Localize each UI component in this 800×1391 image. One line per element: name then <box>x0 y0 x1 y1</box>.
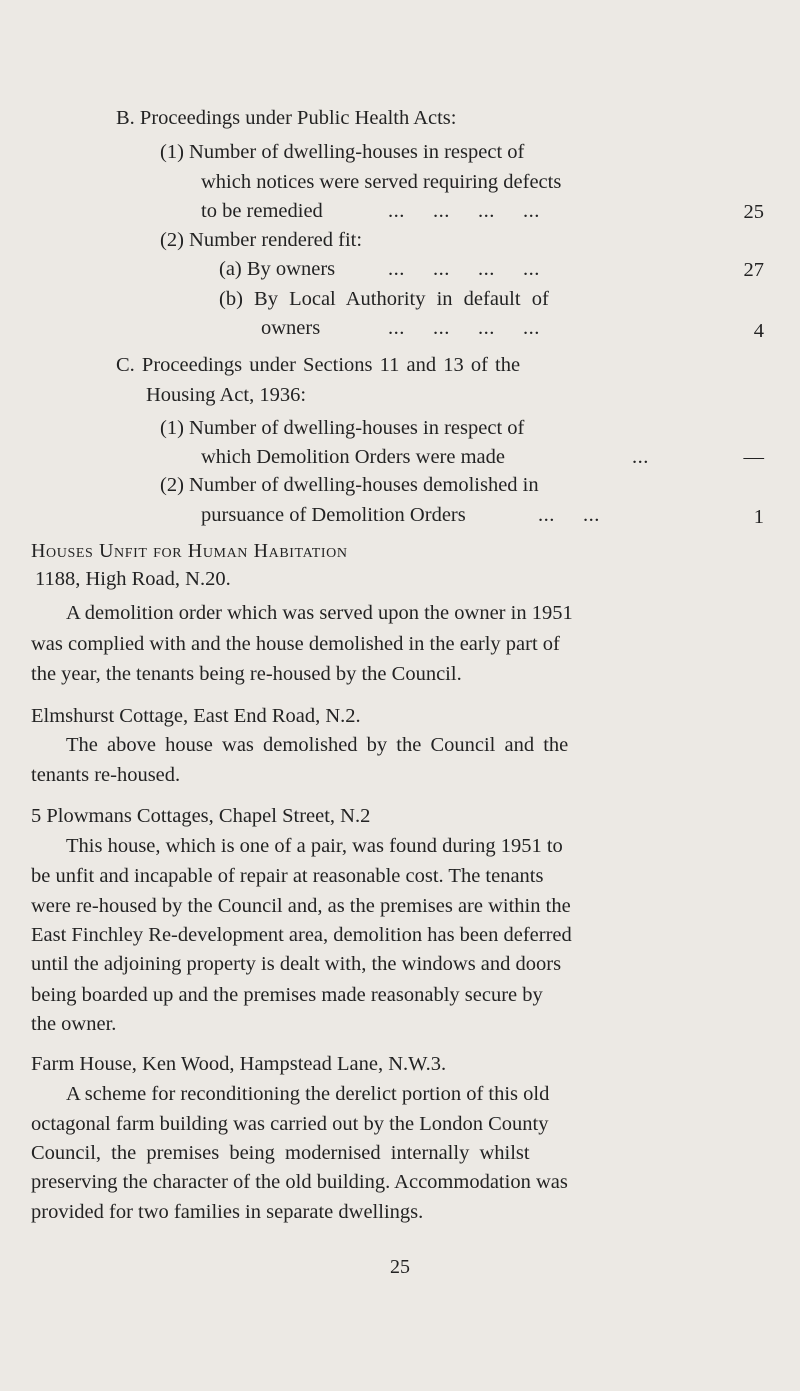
case-address: 1188, High Road, N.20. <box>35 568 231 590</box>
case-text-line: octagonal farm building was carried out by the London County <box>31 1113 549 1135</box>
section-b-item2b-value: 4 <box>753 320 764 342</box>
case-text-line: be unfit and incapable of repair at reasonable cost. The tenants <box>31 865 544 887</box>
case-text-line: A scheme for reconditioning the derelict portion of this old <box>66 1083 550 1105</box>
section-b-item1-value: 25 <box>743 201 764 223</box>
section-b-item2b-line: owners <box>261 317 321 339</box>
case-text-line: was complied with and the house demolished in the early part of <box>31 633 560 655</box>
case-address: Farm House, Ken Wood, Hampstead Lane, N.W.3. <box>31 1053 447 1075</box>
case-text-line: the owner. <box>31 1013 117 1035</box>
case-text-line: were re-housed by the Council and, as the premises are within the <box>31 895 571 917</box>
case-text-line: East Finchley Re-development area, demolition has been deferred <box>31 924 572 946</box>
leader-dots: ... <box>632 446 649 468</box>
case-text-line: provided for two families in separate dwellings. <box>31 1201 424 1223</box>
leader-dots: ... ... ... ... <box>388 200 540 222</box>
leader-dots: ... ... ... ... <box>388 317 540 339</box>
section-c-item1-line: (1) Number of dwelling-houses in respect of <box>160 417 525 439</box>
case-text-line: being boarded up and the premises made reasonably secure by <box>31 984 543 1006</box>
case-text-line: tenants re-housed. <box>31 764 181 786</box>
leader-dots: ... ... ... ... <box>388 258 540 280</box>
section-b-item2-heading: (2) Number rendered fit: <box>160 229 363 251</box>
section-heading: Houses Unfit for Human Habitation <box>31 540 348 562</box>
section-c-item1-value: — <box>743 446 764 468</box>
case-text-line: A demolition order which was served upon the owner in 1951 <box>66 602 573 624</box>
case-text-line: preserving the character of the old building. Accommodation was <box>31 1171 568 1193</box>
section-c-item2-value: 1 <box>753 506 764 528</box>
case-address: Elmshurst Cottage, East End Road, N.2. <box>31 705 361 727</box>
case-address: 5 Plowmans Cottages, Chapel Street, N.2 <box>31 805 371 827</box>
page-number: 25 <box>390 1256 410 1278</box>
case-text-line: The above house was demolished by the Council and the <box>66 734 569 756</box>
section-c-heading-line: C. Proceedings under Sections 11 and 13 of the <box>116 354 521 376</box>
section-b-item1-line: (1) Number of dwelling-houses in respect of <box>160 141 525 163</box>
case-text-line: This house, which is one of a pair, was found during 1951 to <box>66 835 563 857</box>
leader-dots: ... ... <box>538 504 600 526</box>
section-c-item2-line: pursuance of Demolition Orders <box>201 504 466 526</box>
case-text-line: the year, the tenants being re-housed by the Council. <box>31 663 462 685</box>
case-text-line: Council, the premises being modernised internally whilst <box>31 1142 530 1164</box>
section-c-item2-line: (2) Number of dwelling-houses demolished in <box>160 474 539 496</box>
section-c-heading-line: Housing Act, 1936: <box>146 384 307 406</box>
section-c-item1-line: which Demolition Orders were made <box>201 446 505 468</box>
section-b-item2a-label: (a) By owners <box>219 258 336 280</box>
section-b-heading: B. Proceedings under Public Health Acts: <box>116 107 457 129</box>
section-b-item1-line: which notices were served requiring defects <box>201 171 562 193</box>
case-text-line: until the adjoining property is dealt with, the windows and doors <box>31 953 562 975</box>
section-b-item1-line: to be remedied <box>201 200 323 222</box>
section-b-item2a-value: 27 <box>743 259 764 281</box>
section-b-item2b-line: (b) By Local Authority in default of <box>219 288 549 310</box>
